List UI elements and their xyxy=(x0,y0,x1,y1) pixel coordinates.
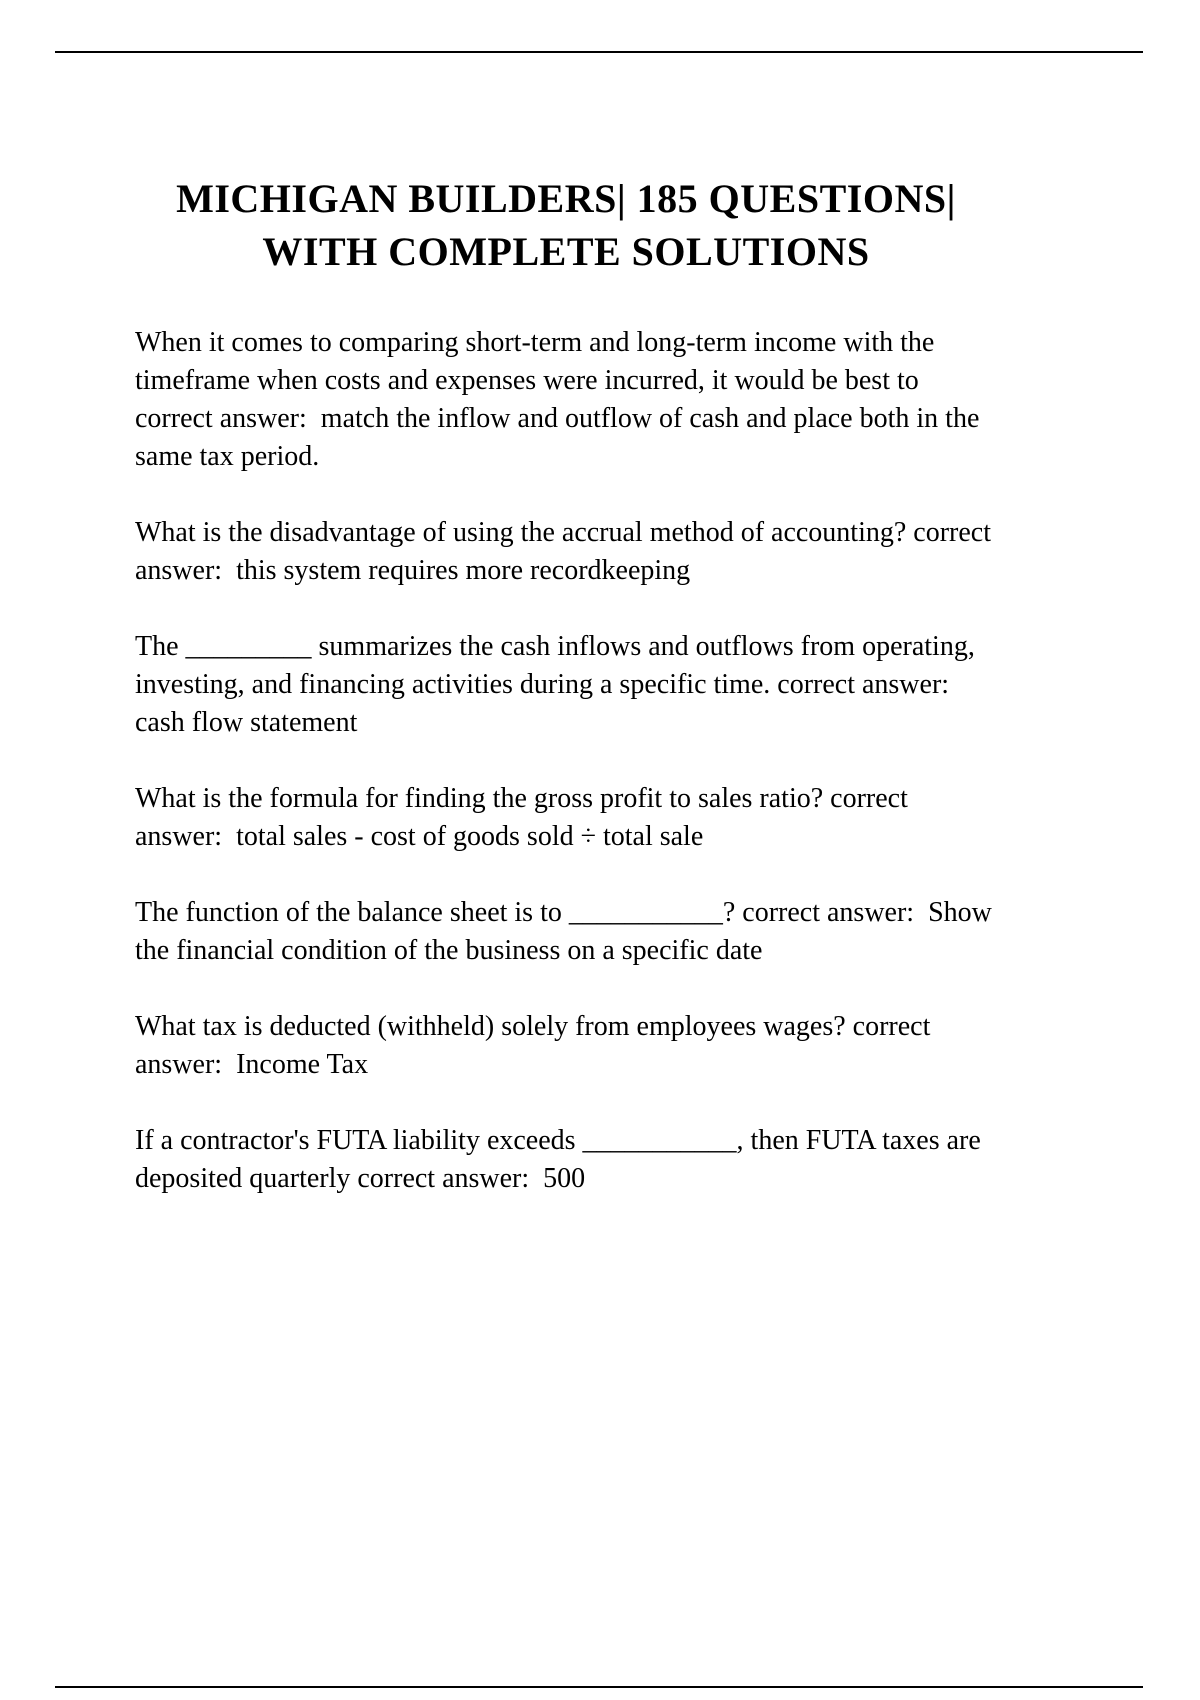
page-title-line-2: WITH COMPLETE SOLUTIONS xyxy=(262,229,870,274)
qa-paragraph: When it comes to comparing short-term and long-term income with the timeframe when costs and expenses were incurred, it would be best to correct answer: match the inflow and outflow of cash and place both in the same tax period. xyxy=(135,327,987,472)
bottom-horizontal-rule xyxy=(55,1686,1143,1688)
qa-paragraph: What is the formula for finding the gross profit to sales ratio? correct answer: total sales - cost of goods sold ÷ total sale xyxy=(135,783,915,852)
qa-paragraph: The function of the balance sheet is to ___________? correct answer: Show the financial condition of the business on a specific date xyxy=(135,897,999,966)
qa-paragraph: What is the disadvantage of using the accrual method of accounting? correct answer: this system requires more recordkeeping xyxy=(135,517,998,586)
qa-paragraph: If a contractor's FUTA liability exceeds ___________, then FUTA taxes are deposited quarterly correct answer: 500 xyxy=(135,1125,988,1194)
qa-paragraph: The _________ summarizes the cash inflows and outflows from operating, investing, and financing activities during a specific time. correct answer: cash flow statement xyxy=(135,631,982,738)
qa-paragraph: What tax is deducted (withheld) solely from employees wages? correct answer: Income Tax xyxy=(135,1011,938,1080)
page-title xyxy=(135,172,997,278)
page-title-line-1: MICHIGAN BUILDERS| 185 QUESTIONS| xyxy=(176,176,956,221)
top-horizontal-rule xyxy=(55,51,1143,53)
document-content xyxy=(135,172,997,1236)
